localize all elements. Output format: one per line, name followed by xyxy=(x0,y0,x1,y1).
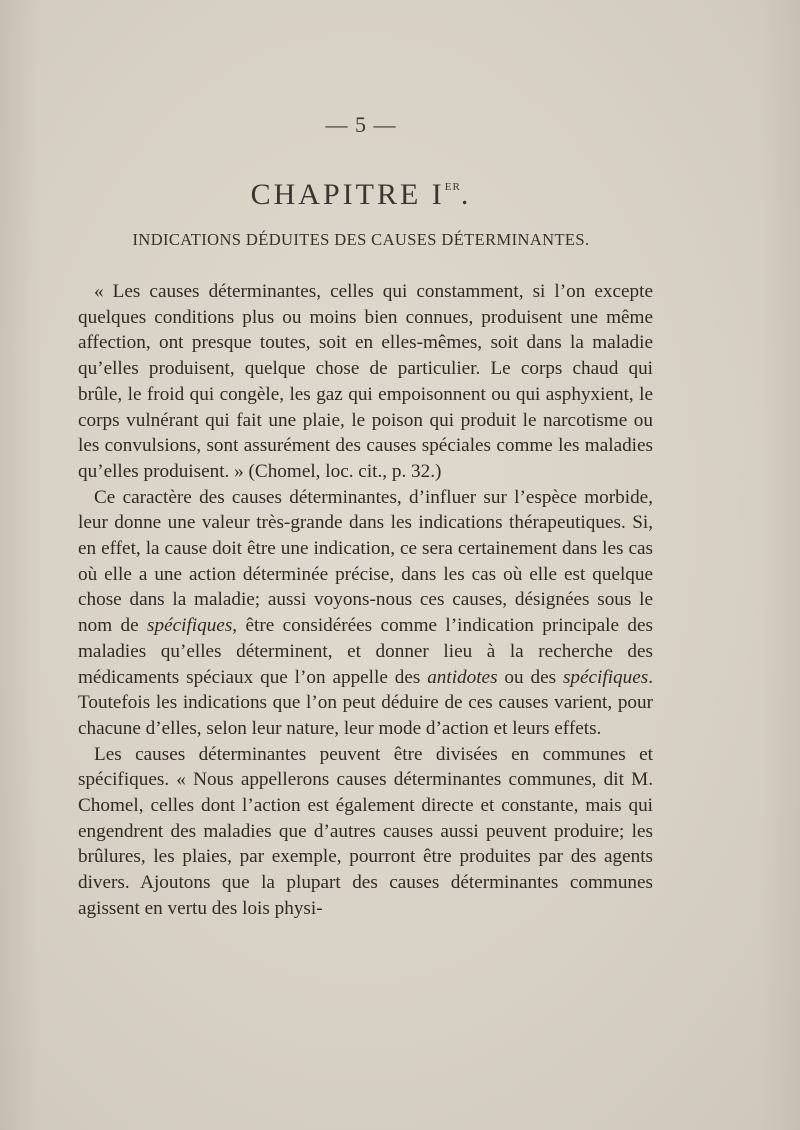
chapter-title-period: . xyxy=(460,178,472,211)
body-text xyxy=(78,279,653,922)
paragraph-2-text-b: , être considérées comme l’indication principale des maladies qu’elles déterminent, et donner lieu à la recherche des médicaments spéciaux que l’on appelle des xyxy=(78,615,653,688)
paragraph-2-text-d: . Toutefois les indications que l’on peut déduire de ces causes varient, pour chacune d’elles, selon leur nature, leur mode d’action et leurs effets. xyxy=(78,666,653,739)
paragraph-2 xyxy=(78,485,653,742)
paragraph-3: Les causes déterminantes peuvent être divisées en communes et spécifiques. « Nous appellerons causes déterminantes communes, dit M. Chomel, celles dont l’action est également directe et constante, mais qui engendrent des maladies que d’autres causes aussi peuvent produire; les brûlures, les plaies, par exemple, pourront être produites par des agents divers. Ajoutons que la plupart des causes déterminantes communes agissent en vertu des lois physi- xyxy=(78,743,653,919)
paragraph-2-italic-antidotes: antidotes xyxy=(427,666,498,688)
chapter-title xyxy=(0,178,722,212)
paragraph-1: « Les causes déterminantes, celles qui constamment, si l’on excepte quelques conditions plus ou moins bien connues, produisent une même affection, ont presque toutes, soit en elles-mêmes, soit dans la maladie qu’elles produisent, quelque chose de particulier. Le corps chaud qui brûle, le froid qui congèle, les gaz qui empoisonnent ou qui asphyxient, le corps vulnérant qui fait une plaie, le poison qui produit le narcotisme ou les convulsions, sont assurément des causes spéciales comme les maladies qu’elles produisent. » (Chomel, loc. cit., p. 32.) xyxy=(78,281,653,482)
paragraph-2-text-a: Ce caractère des causes déterminantes, d’influer sur l’espèce morbide, leur donne une valeur très-grande dans les indications thérapeutiques. Si, en effet, la cause doit être une indication, ce sera certainement dans les cas où elle a une action déterminée précise, dans les cas où elle est quelque chose dans la maladie; aussi voyons-nous ces causes, désignées sous le nom de xyxy=(78,486,653,637)
page-number: — 5 — xyxy=(325,112,397,137)
paragraph-2-italic-specifiques-2: spécifiques xyxy=(562,666,649,688)
section-heading: INDICATIONS DÉDUITES DES CAUSES DÉTERMINANTES. xyxy=(132,230,590,249)
paragraph-2-italic-specifiques: spécifiques xyxy=(147,615,233,637)
chapter-title-superscript: ER xyxy=(444,181,461,193)
paragraph-2-text-c: ou des xyxy=(497,666,563,688)
chapter-title-main: CHAPITRE I xyxy=(250,178,445,211)
